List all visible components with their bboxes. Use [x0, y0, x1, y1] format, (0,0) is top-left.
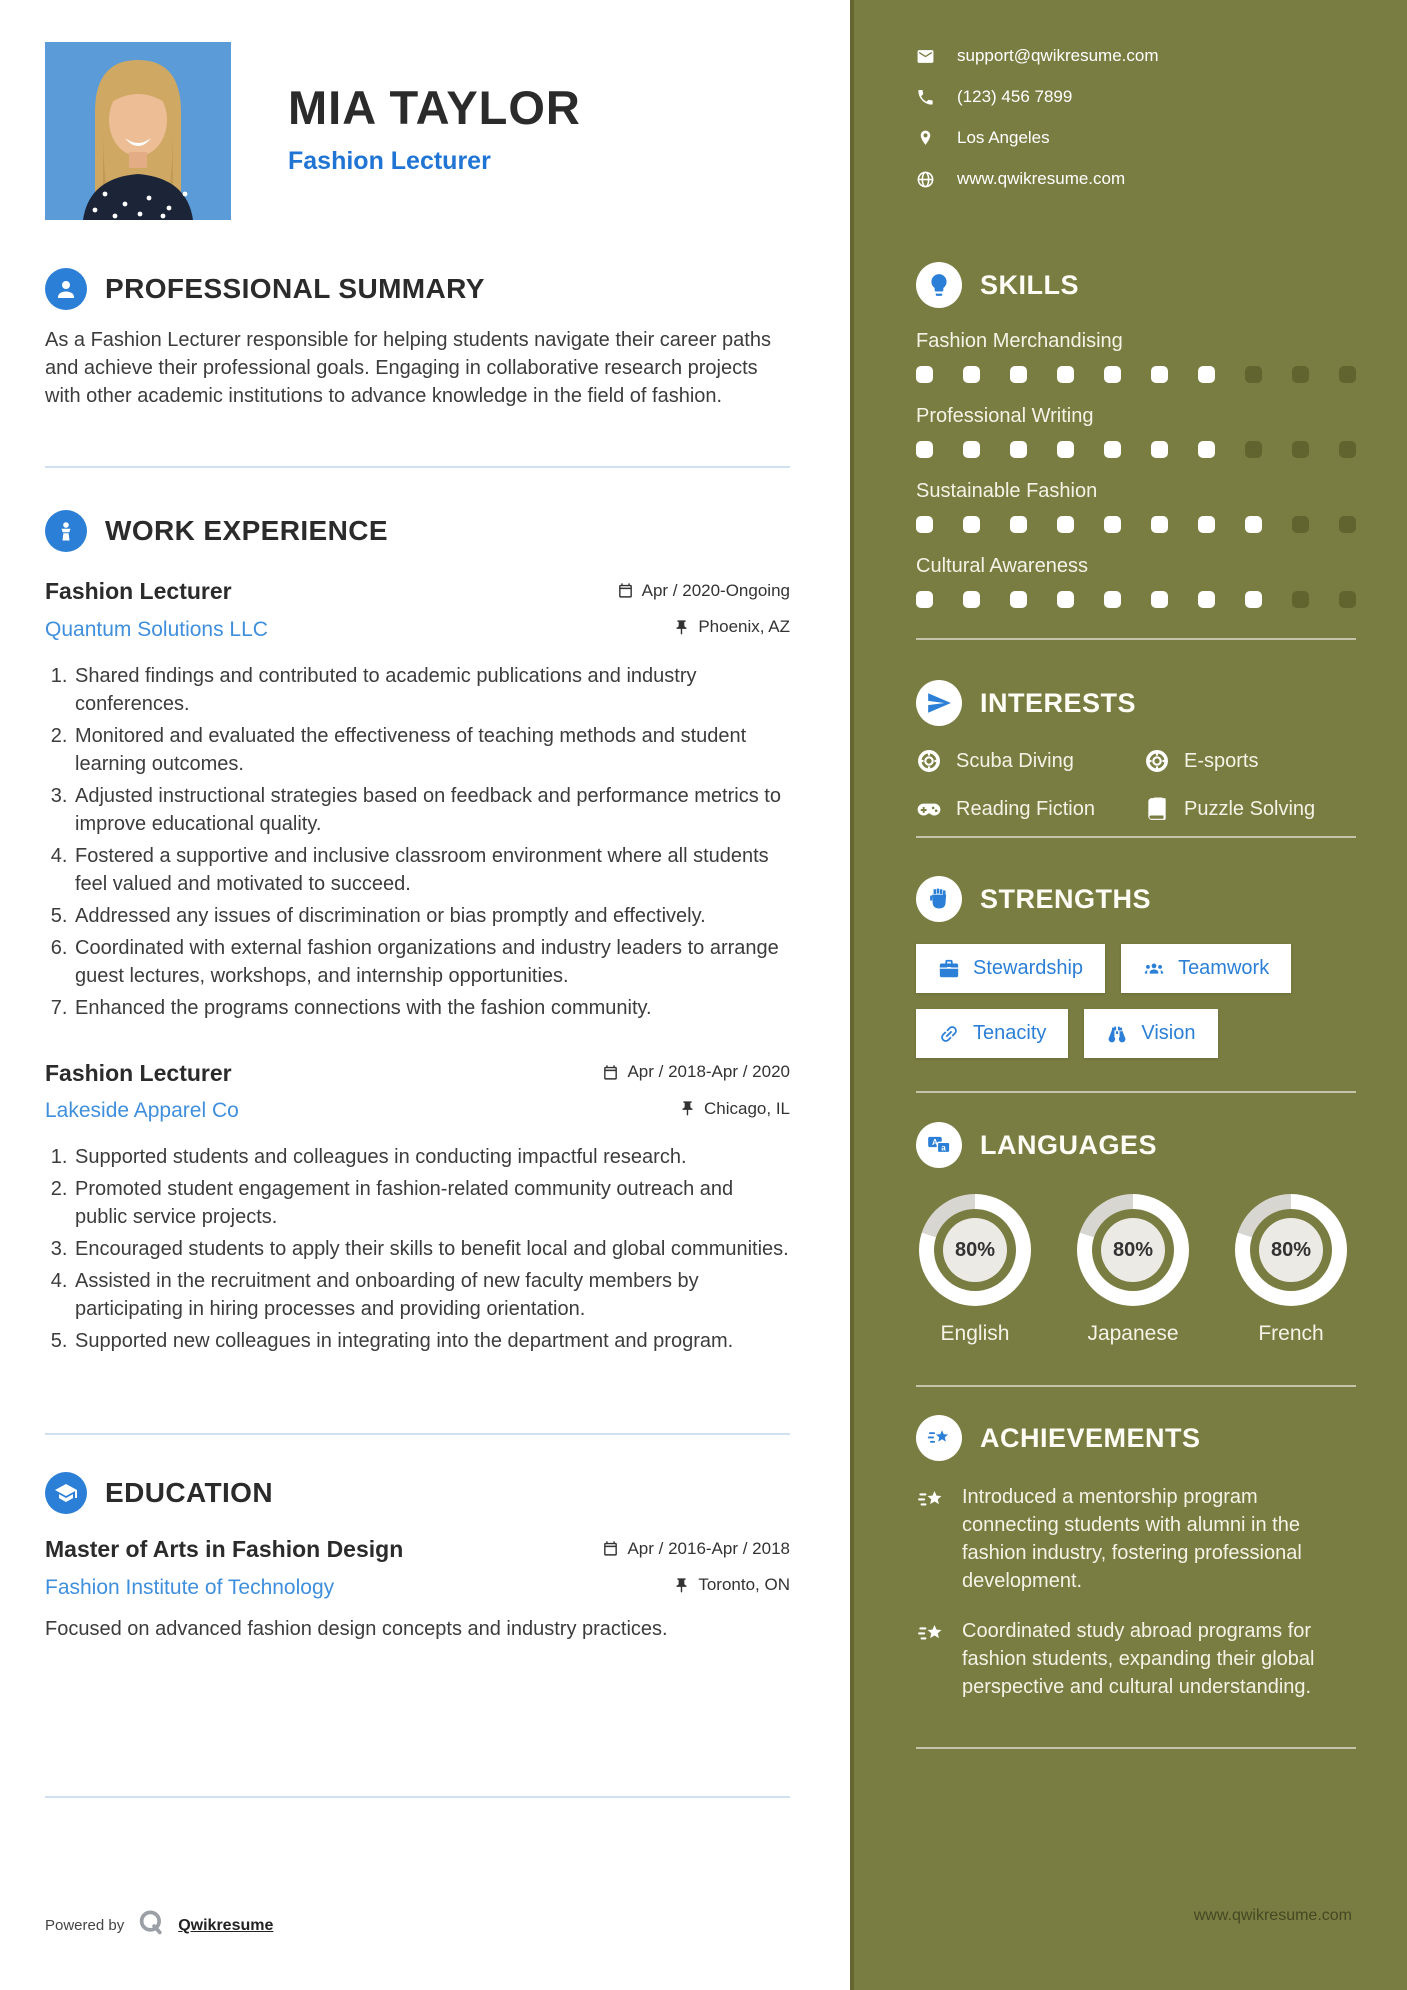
job-bullet-list	[45, 1143, 790, 1355]
work-title: WORK EXPERIENCE	[105, 515, 388, 546]
job-subheader	[45, 617, 790, 642]
calendar-icon	[602, 1540, 619, 1557]
language-item	[916, 1194, 1034, 1346]
interest-item	[916, 796, 1144, 822]
shooting-star-icon	[916, 1485, 946, 1515]
calendar-icon	[602, 1064, 619, 1081]
strength-label: Tenacity	[973, 1022, 1047, 1044]
education-header	[45, 1472, 790, 1514]
job-location	[673, 617, 790, 637]
candidate-name: MIA TAYLOR	[288, 81, 581, 134]
job-bullet: 7. Enhanced the programs connections with the fashion community.	[73, 994, 790, 1022]
section-professional-summary	[45, 268, 790, 410]
lectern-icon	[45, 510, 87, 552]
achievement-text: Coordinated study abroad programs for fashion students, expanding their global perspective and cultural understanding.	[962, 1620, 1315, 1698]
interest-item	[1144, 796, 1356, 822]
divider	[45, 1433, 790, 1435]
skill-square	[1292, 441, 1309, 458]
skill-name: Fashion Merchandising	[916, 330, 1123, 352]
languages-header	[916, 1122, 1356, 1168]
skills-list	[916, 330, 1356, 608]
strength-label: Teamwork	[1178, 957, 1270, 979]
section-languages	[916, 1122, 1356, 1346]
language-percent: 80%	[943, 1218, 1007, 1282]
section-work-experience	[45, 510, 790, 1359]
summary-title: PROFESSIONAL SUMMARY	[105, 273, 485, 304]
skill-square	[963, 516, 980, 533]
fist-icon	[916, 876, 962, 922]
interests-list	[916, 748, 1356, 822]
interests-header	[916, 680, 1356, 726]
skill-square	[1245, 591, 1262, 608]
job-date	[602, 1062, 790, 1082]
education-date-text: Apr / 2016-Apr / 2018	[627, 1538, 790, 1558]
book-icon	[1144, 796, 1170, 822]
job-header	[45, 1060, 790, 1087]
education-location-text: Toronto, ON	[698, 1575, 790, 1594]
skill-row	[916, 330, 1356, 383]
achievement-text: Introduced a mentorship program connecting students with alumni in the fashion industry, fostering professional development.	[962, 1486, 1302, 1592]
skill-square	[963, 441, 980, 458]
user-icon	[45, 268, 87, 310]
footer-branding	[45, 1908, 273, 1943]
website-link[interactable]: www.qwikresume.com	[1193, 1907, 1352, 1924]
degree-name: Master of Arts in Fashion Design	[45, 1536, 404, 1562]
skill-square	[1245, 516, 1262, 533]
job-bullet: 2. Monitored and evaluated the effectiveness of teaching methods and student learning outcomes.	[73, 722, 790, 778]
school-header	[45, 1575, 790, 1600]
language-name: Japanese	[1087, 1322, 1179, 1345]
sidebar-divider	[916, 1091, 1356, 1093]
pushpin-icon	[673, 1577, 690, 1594]
job-bullet: 1. Supported students and colleagues in conducting impactful research.	[73, 1143, 790, 1171]
strengths-header	[916, 876, 1356, 922]
job-bullet: 4. Assisted in the recruitment and onboarding of new faculty members by participating in hiring processes and providing orientation.	[73, 1267, 790, 1323]
skill-square	[1151, 366, 1168, 383]
education-date	[602, 1539, 790, 1559]
language-name: French	[1258, 1322, 1324, 1345]
language-donut	[1235, 1194, 1347, 1306]
contact-text: (123) 456 7899	[957, 87, 1073, 106]
pushpin-icon	[673, 619, 690, 636]
skill-square	[1292, 516, 1309, 533]
interest-label: Puzzle Solving	[1184, 797, 1316, 820]
achievements-title: ACHIEVEMENTS	[980, 1422, 1201, 1453]
job-entry	[45, 1060, 790, 1356]
interest-label: Reading Fiction	[956, 797, 1095, 820]
degree-header	[45, 1536, 790, 1563]
lifebuoy-icon	[1144, 748, 1170, 774]
languages-title: LANGUAGES	[980, 1129, 1158, 1160]
skill-name: Sustainable Fashion	[916, 480, 1098, 502]
skill-square	[1104, 441, 1121, 458]
location-icon	[916, 129, 935, 148]
job-location-text: Phoenix, AZ	[698, 617, 790, 636]
skill-square	[1339, 441, 1356, 458]
job-bullet: 5. Addressed any issues of discrimination or bias promptly and effectively.	[73, 902, 790, 930]
skill-name: Professional Writing	[916, 405, 1094, 427]
sidebar-divider	[916, 1385, 1356, 1387]
qwikresume-link[interactable]: Qwikresume	[178, 1916, 274, 1934]
skill-square	[1151, 591, 1168, 608]
skill-square	[1010, 366, 1027, 383]
lifebuoy-icon	[916, 748, 942, 774]
work-header	[45, 510, 790, 552]
skill-rating	[916, 591, 1356, 608]
skill-square	[1245, 366, 1262, 383]
strength-label: Vision	[1141, 1022, 1196, 1044]
interest-label: Scuba Diving	[956, 749, 1074, 772]
job-bullet-list	[45, 662, 790, 1022]
svg-text:A: A	[931, 1138, 938, 1148]
contact-item[interactable]	[916, 46, 1356, 66]
section-skills	[916, 262, 1356, 608]
contact-text: support@qwikresume.com	[957, 46, 1159, 65]
skill-square	[1339, 516, 1356, 533]
profile-photo-illustration	[45, 42, 231, 220]
skill-square	[1057, 366, 1074, 383]
paper-plane-icon	[916, 680, 962, 726]
language-item	[1232, 1194, 1350, 1346]
skills-header	[916, 262, 1356, 308]
job-bullet: 1. Shared findings and contributed to academic publications and industry conferences.	[73, 662, 790, 718]
strengths-title: STRENGTHS	[980, 883, 1152, 914]
skill-square	[1010, 516, 1027, 533]
achievement-item	[916, 1617, 1356, 1701]
translate-icon	[916, 1122, 962, 1168]
skill-row	[916, 555, 1356, 608]
divider	[45, 466, 790, 468]
contact-text: Los Angeles	[957, 128, 1050, 147]
summary-header	[45, 268, 790, 310]
achievements-header	[916, 1415, 1356, 1461]
contact-item[interactable]	[916, 128, 1356, 148]
skill-square	[1057, 516, 1074, 533]
school-name: Fashion Institute of Technology	[45, 1575, 335, 1599]
skill-square	[1198, 366, 1215, 383]
skill-row	[916, 405, 1356, 458]
powered-by-label: Powered by	[45, 1917, 125, 1934]
achievement-item	[916, 1483, 1356, 1595]
skill-rating	[916, 366, 1356, 383]
language-percent: 80%	[1101, 1218, 1165, 1282]
strength-chip	[1084, 1009, 1217, 1058]
briefcase-icon	[938, 958, 960, 980]
qwikresume-logo-icon	[136, 1908, 166, 1943]
binoculars-icon	[1106, 1023, 1128, 1045]
job-bullet: 3. Adjusted instructional strategies based on feedback and performance metrics to improve educational quality.	[73, 782, 790, 838]
skill-square	[1104, 366, 1121, 383]
sidebar-divider	[916, 836, 1356, 838]
job-location	[679, 1099, 790, 1119]
skill-square	[916, 441, 933, 458]
contact-item[interactable]	[916, 87, 1356, 107]
interests-title: INTERESTS	[980, 687, 1137, 718]
job-title: Fashion Lecturer	[45, 578, 232, 604]
skill-square	[916, 591, 933, 608]
job-location-text: Chicago, IL	[704, 1098, 790, 1118]
sidebar-divider	[916, 638, 1356, 640]
identity-block	[288, 80, 581, 176]
job-subheader	[45, 1099, 790, 1124]
company-name: Quantum Solutions LLC	[45, 617, 268, 641]
skill-square	[1339, 591, 1356, 608]
contact-list	[916, 46, 1356, 210]
skill-rating	[916, 441, 1356, 458]
job-bullet: 5. Supported new colleagues in integrating into the department and program.	[73, 1327, 790, 1355]
job-date	[617, 581, 790, 601]
education-location	[673, 1575, 790, 1595]
candidate-title: Fashion Lecturer	[288, 147, 491, 175]
calendar-icon	[617, 582, 634, 599]
globe-icon	[916, 170, 935, 189]
profile-photo	[45, 42, 231, 220]
language-donut	[1077, 1194, 1189, 1306]
skill-square	[1151, 516, 1168, 533]
company-name: Lakeside Apparel Co	[45, 1099, 239, 1122]
section-education	[45, 1472, 790, 1641]
skill-square	[1292, 591, 1309, 608]
shooting-star-icon	[916, 1619, 946, 1649]
section-strengths	[916, 876, 1356, 1074]
skill-square	[963, 591, 980, 608]
skill-square	[1151, 441, 1168, 458]
job-header	[45, 578, 790, 605]
skill-square	[1104, 516, 1121, 533]
achievements-list	[916, 1483, 1356, 1701]
sidebar	[850, 0, 1407, 1990]
graduation-cap-icon	[45, 1472, 87, 1514]
pushpin-icon	[679, 1100, 696, 1117]
language-item	[1074, 1194, 1192, 1346]
strengths-list	[916, 944, 1356, 1074]
team-icon	[1143, 958, 1165, 980]
lightbulb-icon	[916, 262, 962, 308]
language-donut	[919, 1194, 1031, 1306]
skill-square	[1198, 516, 1215, 533]
skills-title: SKILLS	[980, 269, 1080, 300]
skill-square	[1245, 441, 1262, 458]
skill-square	[1057, 591, 1074, 608]
skill-square	[1057, 441, 1074, 458]
strength-chip	[916, 1009, 1068, 1058]
contact-text: www.qwikresume.com	[957, 169, 1126, 188]
skill-square	[963, 366, 980, 383]
chain-icon	[938, 1023, 960, 1045]
skill-square	[1198, 441, 1215, 458]
job-bullet: 3. Encouraged students to apply their skills to benefit local and global communities.	[73, 1235, 790, 1263]
phone-icon	[916, 88, 935, 107]
language-name: English	[940, 1322, 1010, 1345]
contact-item[interactable]	[916, 169, 1356, 189]
skill-square	[1339, 366, 1356, 383]
skill-name: Cultural Awareness	[916, 555, 1088, 577]
strength-chip	[916, 944, 1105, 993]
education-title: EDUCATION	[105, 1477, 273, 1508]
strength-label: Stewardship	[973, 957, 1084, 979]
skill-rating	[916, 516, 1356, 533]
skill-square	[916, 516, 933, 533]
skill-square	[1010, 591, 1027, 608]
languages-list	[916, 1194, 1356, 1346]
job-bullet: 6. Coordinated with external fashion organizations and industry leaders to arrange guest lectures, workshops, and internship opportunities.	[73, 934, 790, 990]
summary-text: As a Fashion Lecturer responsible for helping students navigate their career paths and achieve their professional goals. Engaging in collaborative research projects with other academic institutions to advance knowledge in the field of fashion.	[45, 329, 771, 407]
job-title: Fashion Lecturer	[45, 1059, 232, 1086]
shooting-star-icon	[916, 1415, 962, 1461]
interest-label: E-sports	[1184, 749, 1259, 772]
skill-square	[916, 366, 933, 383]
skill-square	[1198, 591, 1215, 608]
education-note: Focused on advanced fashion design concepts and industry practices.	[45, 1617, 668, 1640]
job-bullet: 4. Fostered a supportive and inclusive classroom environment where all students feel valued and motivated to succeed.	[73, 842, 790, 898]
section-achievements	[916, 1415, 1356, 1701]
interest-item	[916, 748, 1144, 774]
gamepad-icon	[916, 796, 942, 822]
skill-square	[1010, 441, 1027, 458]
skill-row	[916, 480, 1356, 533]
job-date-text: Apr / 2018-Apr / 2020	[627, 1062, 790, 1081]
job-date-text: Apr / 2020-Ongoing	[641, 580, 790, 600]
email-icon	[916, 47, 935, 66]
language-percent: 80%	[1259, 1218, 1323, 1282]
svg-text:a: a	[941, 1143, 946, 1153]
skill-square	[1104, 591, 1121, 608]
strength-chip	[1121, 944, 1291, 993]
sidebar-divider	[916, 1747, 1356, 1749]
job-entry	[45, 578, 790, 1022]
section-interests	[916, 680, 1356, 822]
job-bullet: 2. Promoted student engagement in fashion-related community outreach and public service projects.	[73, 1175, 790, 1231]
skill-square	[1292, 366, 1309, 383]
interest-item	[1144, 748, 1356, 774]
divider	[45, 1796, 790, 1798]
